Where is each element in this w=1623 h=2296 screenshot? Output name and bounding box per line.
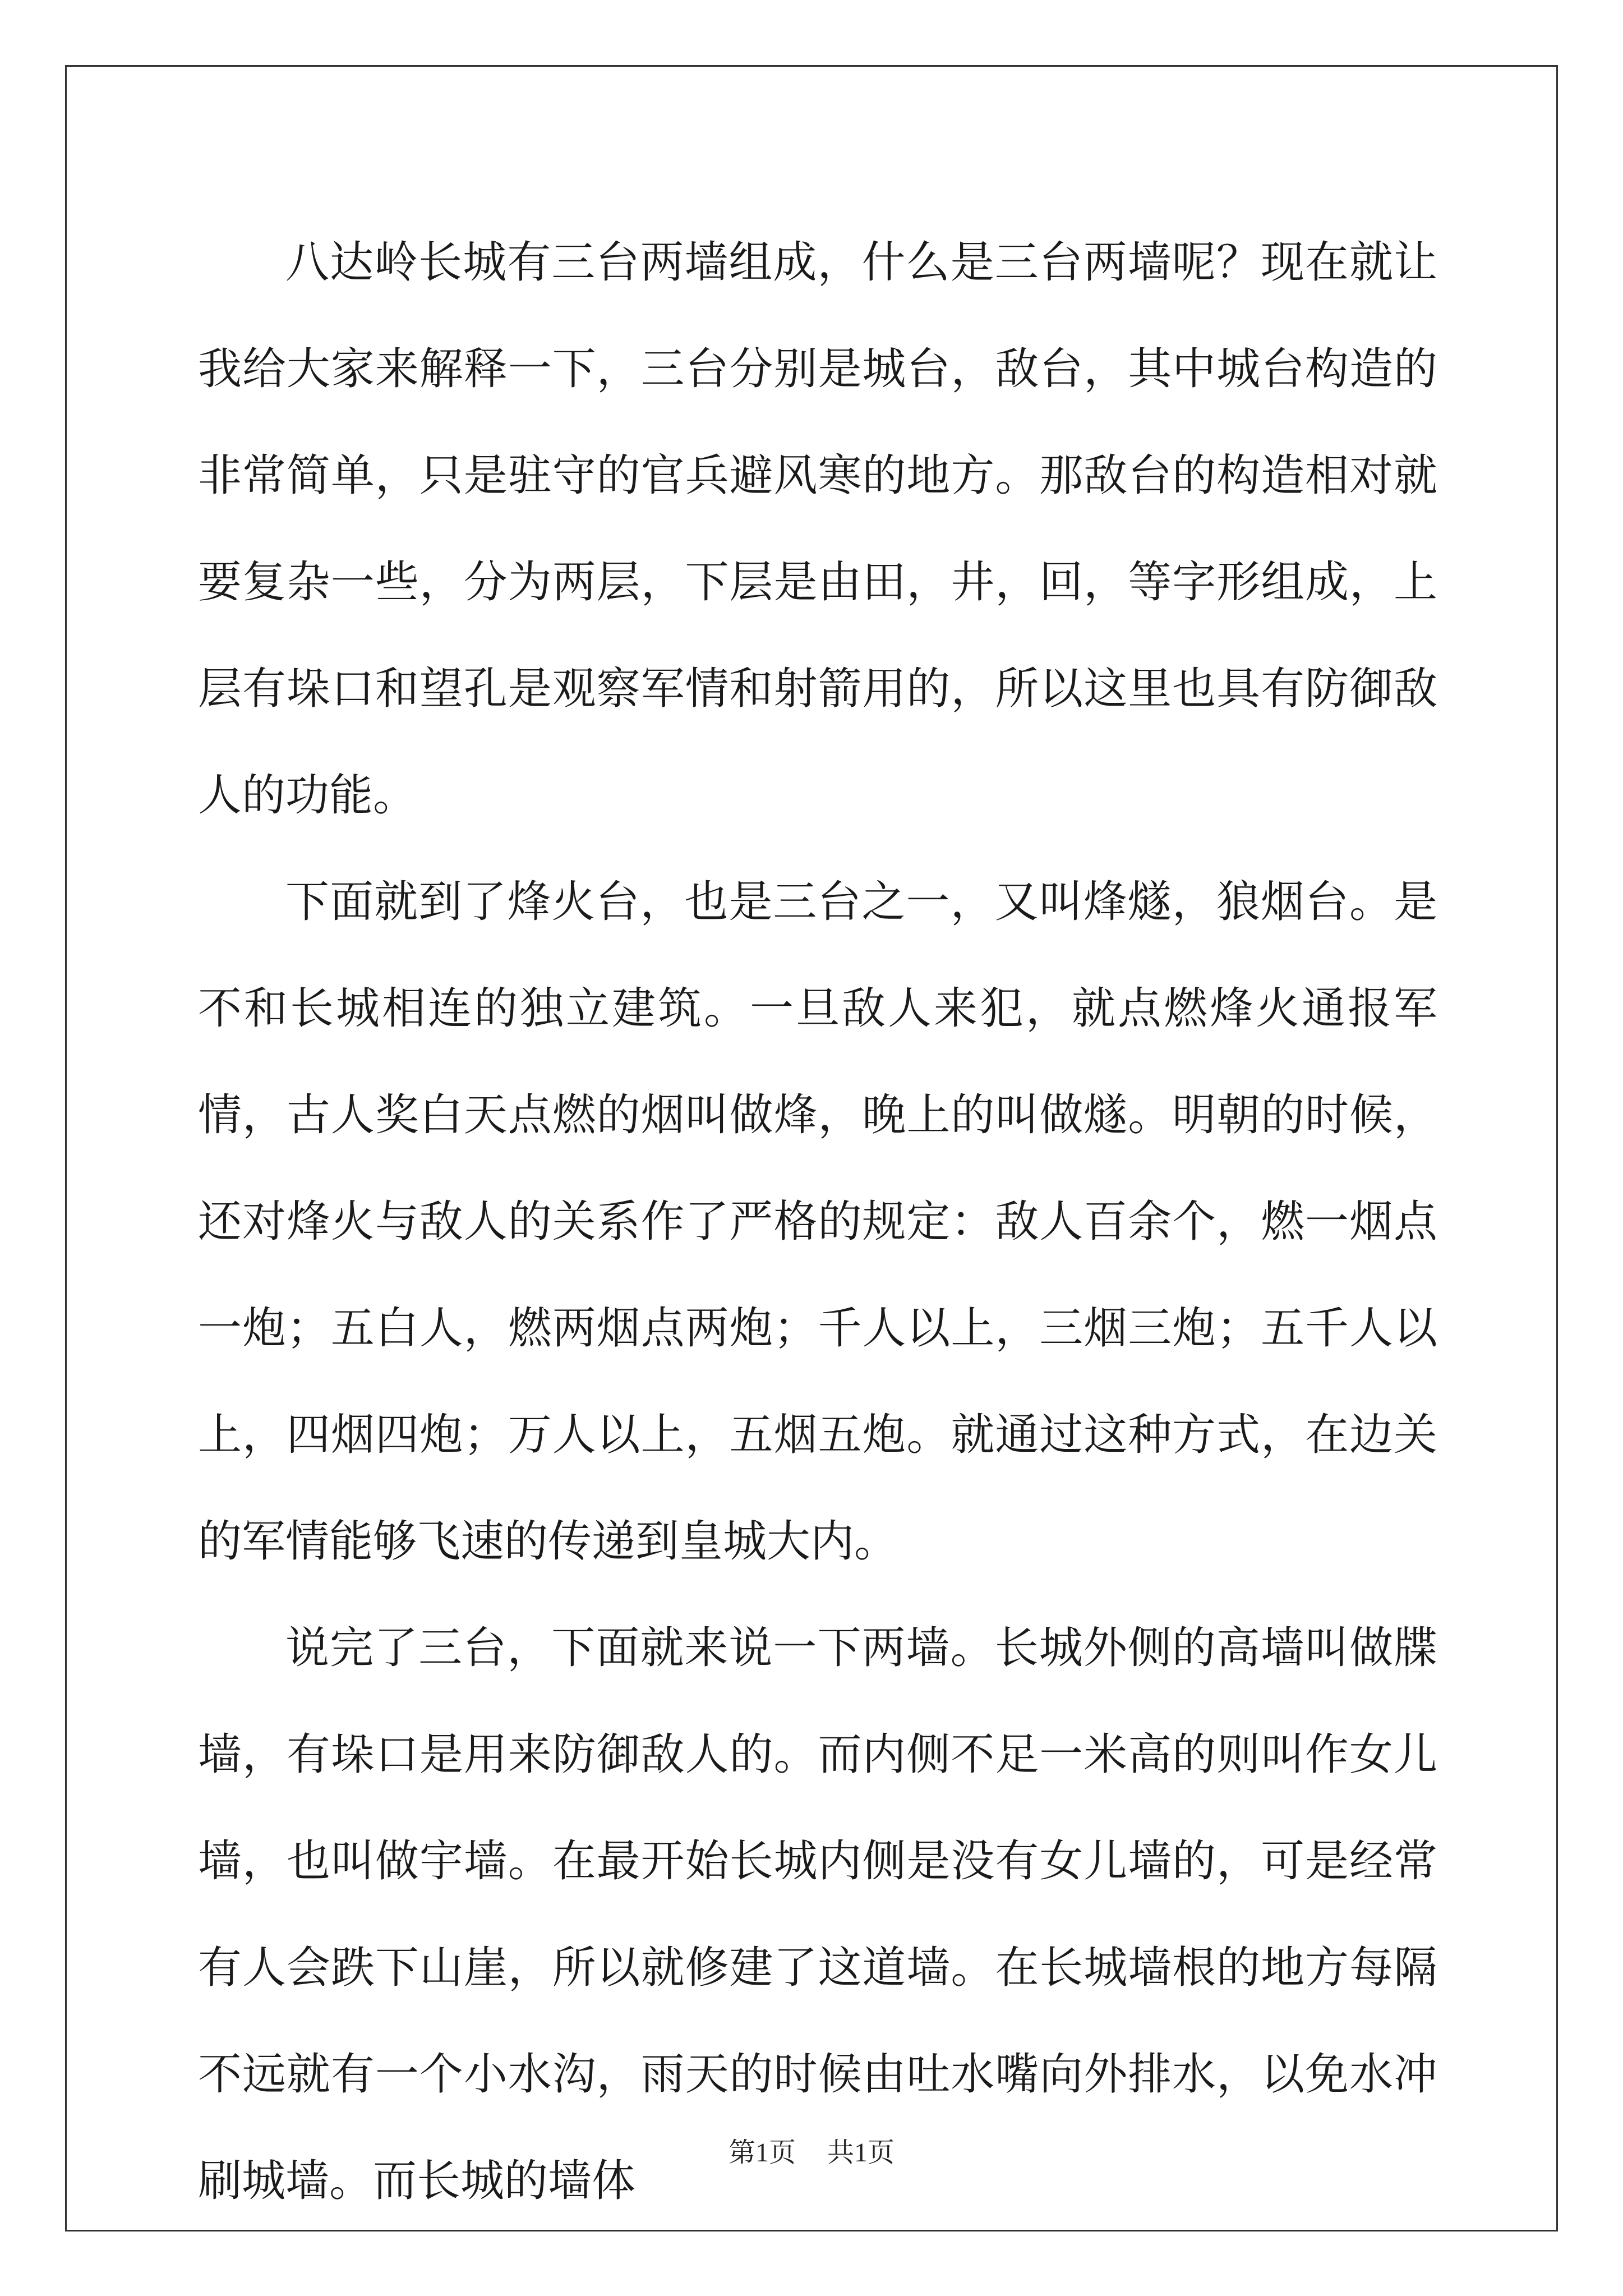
page-number-current: 第1页 [728, 2138, 796, 2168]
paragraph-2: 下面就到了烽火台，也是三台之一，又叫烽燧，狼烟台。是不和长城相连的独立建筑。一旦敌人来犯，就点燃烽火通报军情，古人奖白天点燃的烟叫做烽，晚上的叫做燧。明朝的时候，还对烽火与敌人的关系作了严格的规定：敌人百余个，燃一烟点一炮；五白人，燃两烟点两炮；千人以上，三烟三炮；五千人以上，四烟四炮；万人以上，五烟五炮。就通过这种方式，在边关的军情能够飞速的传递到皇城大内。 [198, 877, 1437, 1567]
paragraph-3: 说完了三台，下面就来说一下两墙。长城外侧的高墙叫做牒墙，有垛口是用来防御敌人的。而内侧不足一米高的则叫作女儿墙，也叫做宇墙。在最开始长城内侧是没有女儿墙的，可是经常有人会跌下山崖，所以就修建了这道墙。在长城墙根的地方每隔不远就有一个小水沟，雨天的时候由吐水嘴向外排水，以免水冲刷城墙。而长城的墙体 [198, 1623, 1437, 2206]
page-footer [0, 2136, 1623, 2170]
paragraph-1: 八达岭长城有三台两墙组成，什么是三台两墙呢？现在就让我给大家来解释一下，三台分别是城台，敌台，其中城台构造的非常简单，只是驻守的官兵避风寒的地方。那敌台的构造相对就要复杂一些，分为两层，下层是由田，井，回，等字形组成，上层有垛口和望孔是观察军情和射箭用的，所以这里也具有防御敌人的功能。 [198, 237, 1437, 821]
page-number-total: 共1页 [827, 2138, 895, 2168]
document-body [198, 209, 1437, 2234]
